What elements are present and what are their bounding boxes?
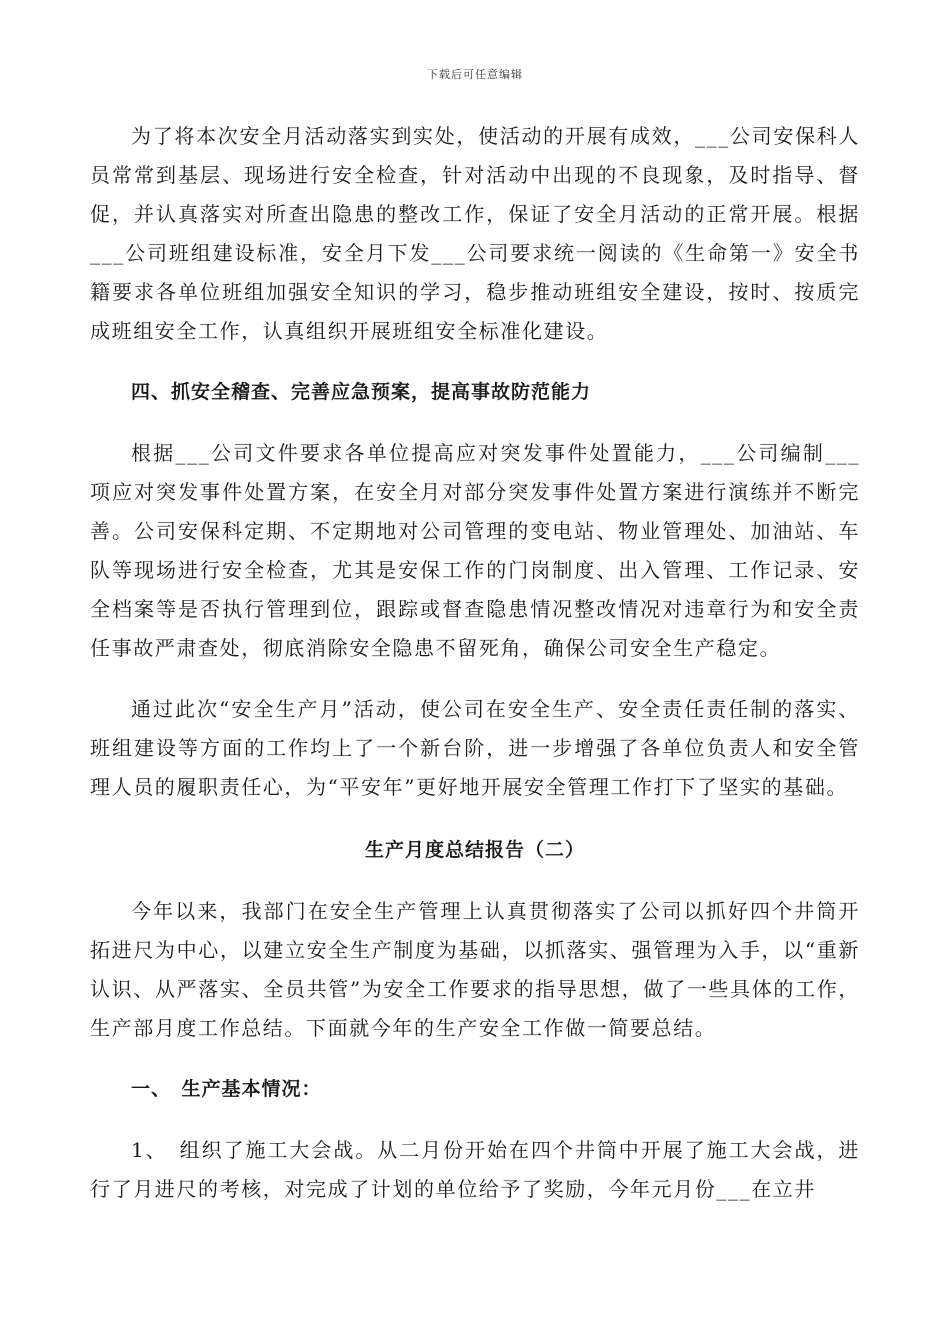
report-title: 生产月度总结报告（二）: [364, 839, 585, 861]
spacer: [90, 351, 860, 373]
section-heading-4: 四、抓安全稽查、完善应急预案，提高事故防范能力: [131, 381, 592, 403]
spacer: [90, 1109, 860, 1131]
spacer: [90, 412, 860, 434]
paragraph-report-intro: 今年以来，我部门在安全生产管理上认真贯彻落实了公司以抓好四个井筒开拓进尺为中心，以建立安全生产制度为基础，以抓落实、强管理为入手，以“重新认识、从严落实、全员共管”为安全工作要求的指导思想，做了一些具体的工作，生产部月度工作总结。下面就今年的生产安全工作做一简要总结。: [90, 899, 860, 1040]
spacer: [90, 1048, 860, 1070]
spacer: [90, 668, 860, 690]
paragraph-safety-month-implementation: 为了将本次安全月活动落实到实处，使活动的开展有成效，___公司安保科人员常常到基层、现场进行安全检查，针对活动中出现的不良现象，及时指导、督促，并认真落实对所查出隐患的整改工作，保证了安全月活动的正常开展。根据___公司班组建设标准，安全月下发___公司要求统一阅读的《生命第一》安全书籍要求各单位班组加强安全知识的学习，稳步推动班组安全建设，按时、按质完成班组安全工作，认真组织开展班组安全标准化建设。: [90, 124, 860, 343]
page-header: 下载后可任意编辑: [427, 68, 523, 81]
spacer: [90, 807, 860, 831]
paragraph-construction-campaign: 1、 组织了施工大会战。从二月份开始在四个井筒中开展了施工大会战，进行了月进尺的考核，对完成了计划的单位给予了奖励，今年元月份___在立井: [90, 1138, 860, 1201]
section-heading-1: 一、 生产基本情况：: [131, 1078, 322, 1100]
paragraph-emergency-plans: 根据___公司文件要求各单位提高应对突发事件处置能力，___公司编制___项应对突发事件处置方案，在安全月对部分突发事件处置方案进行演练并不断完善。公司安保科定期、不定期地对公司管理的变电站、物业管理处、加油站、车队等现场进行安全检查，尤其是安保工作的门岗制度、出入管理、工作记录、安全档案等是否执行管理到位，跟踪或督查隐患情况整改情况对违章行为和安全责任事故严肃查处，彻底消除安全隐患不留死角，确保公司安全生产稳定。: [90, 441, 860, 660]
spacer: [90, 870, 860, 892]
paragraph-activity-conclusion: 通过此次“安全生产月”活动，使公司在安全生产、安全责任责任制的落实、班组建设等方面的工作均上了一个新台阶，进一步增强了各单位负责人和安全管理人员的履职责任心，为“平安年”更好地开展安全管理工作打下了坚实的基础。: [90, 697, 860, 799]
document-body: [90, 117, 860, 1209]
